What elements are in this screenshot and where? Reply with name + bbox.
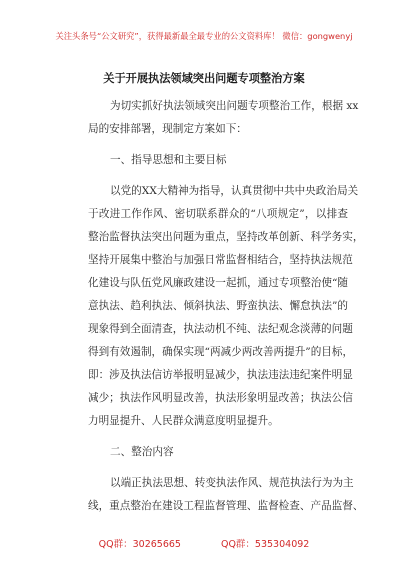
section1-line-6: 意执法、趋利执法、倾斜执法、野蛮执法、懈怠执法”的 <box>88 300 348 312</box>
section1-line-5: 化建设与队伍党风廉政建设一起抓，通过专项整治使“随 <box>88 277 348 289</box>
header-promo-note: 关注头条号“公文研究”，获得最新最全最专业的公文资料库！ 微信：gongwenyj <box>55 31 353 41</box>
section1-line-2: 于改进工作作风、密切联系群众的“八项规定”，以排查 <box>88 208 348 220</box>
section1-line-7: 现象得到全面清查，执法动机不纯、法纪观念淡薄的问题 <box>88 323 353 335</box>
intro-line-1: 为切实抓好执法领域突出问题专项整治工作，根据 xx <box>110 100 359 112</box>
section1-line-8: 得到有效遏制，确保实现“两减少两改善两提升”的目标， <box>88 346 354 358</box>
section1-line-4: 坚持开展集中整治与加强日常监督相结合，坚持执法规范 <box>88 254 353 266</box>
section1-line-9: 即：涉及执法信访举报明显减少，执法违法违纪案件明显 <box>88 369 353 381</box>
section-heading-2: 二、整治内容 <box>110 446 174 458</box>
footer-contact <box>0 536 408 550</box>
document-title: 关于开展执法领域突出问题专项整治方案 <box>103 72 305 85</box>
section2-line-2: 线，重点整治在建设工程监督管理、监督检查、产品监督、 <box>88 500 364 512</box>
section1-line-1: 以党的XX大精神为指导，认真贯彻中共中央政治局关 <box>110 185 359 197</box>
section1-line-11: 力明显提升、人民群众满意度明显提升。 <box>88 415 279 427</box>
section1-line-10: 减少；执法作风明显改善，执法形象明显改善；执法公信 <box>88 392 353 404</box>
section2-line-1: 以端正执法思想、转变执法作风、规范执法行为为主 <box>110 477 354 489</box>
intro-line-2: 局的安排部署，现制定方案如下： <box>88 123 247 135</box>
section-heading-1: 一、指导思想和主要目标 <box>110 154 227 166</box>
footer-qq-group-1: QQ群：30265665 <box>98 539 181 550</box>
footer-qq-group-2: QQ群：535304092 <box>220 539 310 550</box>
section1-line-3: 整治监督执法突出问题为重点，坚持改革创新、科学务实， <box>88 231 364 243</box>
